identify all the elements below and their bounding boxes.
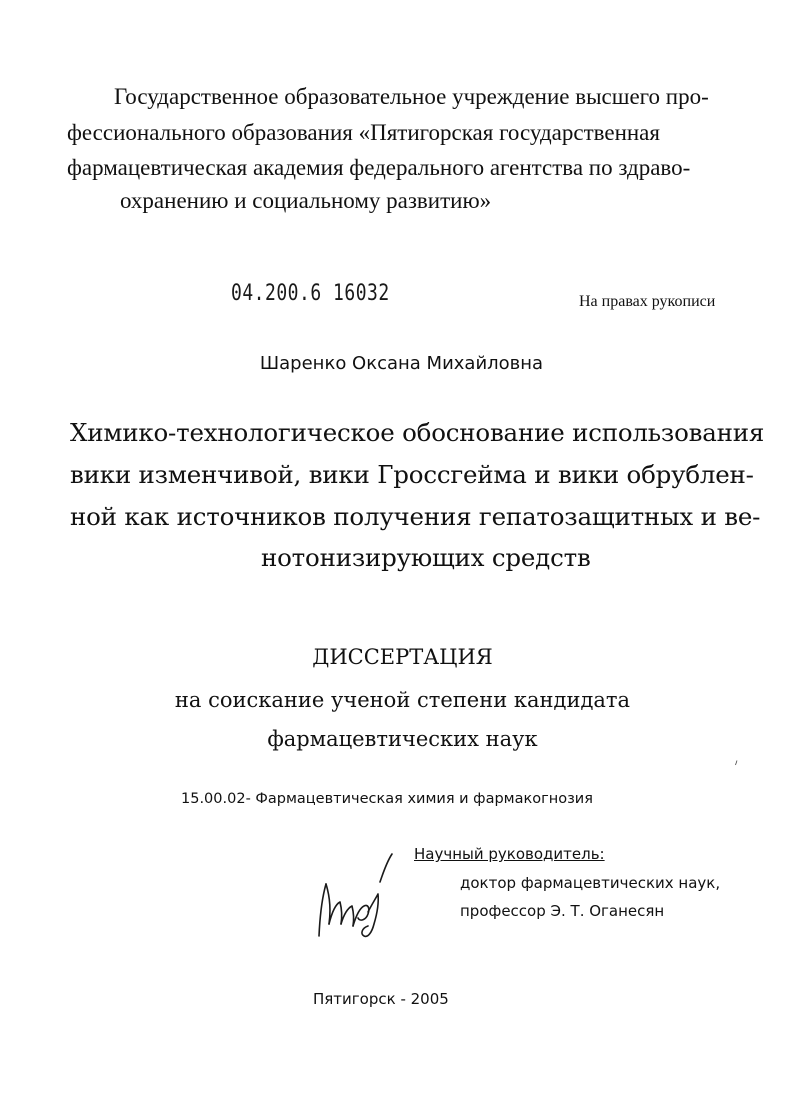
institution-line-2: фессионального образования «Пятигорская государственная <box>67 120 660 145</box>
degree-field: фармацевтических наук <box>267 727 538 751</box>
thesis-title-line-1: Химико-технологическое обоснование использования <box>70 418 765 447</box>
supervisor-signature <box>312 852 402 944</box>
registry-stamp-number: 04.200.6 16032 <box>231 280 390 307</box>
institution-line-4: охранению и социальному развитию» <box>120 188 492 213</box>
degree-sought: на соискание ученой степени кандидата <box>174 688 631 712</box>
specialty-code: 15.00.02- Фармацевтическая химия и фармакогнозия <box>181 791 593 807</box>
author-name: Шаренко Оксана Михайловна <box>259 353 544 374</box>
manuscript-rights-note: На правах рукописи <box>579 293 716 310</box>
institution-line-3: фармацевтическая академия федерального агентства по здраво- <box>67 155 691 180</box>
supervisor-name: профессор Э. Т. Оганесян <box>460 902 665 920</box>
supervisor-degree: доктор фармацевтических наук, <box>460 874 721 892</box>
institution-line-1: Государственное образовательное учреждение высшего про- <box>114 84 709 109</box>
document-type-heading: ДИССЕРТАЦИЯ <box>312 645 493 669</box>
thesis-title-line-3: ной как источников получения гепатозащитных и ве- <box>70 502 761 531</box>
stray-pen-mark <box>733 760 739 766</box>
thesis-title-line-2: вики изменчивой, вики Гроссгейма и вики обрублен- <box>70 460 754 489</box>
supervisor-label: Научный руководитель: <box>414 845 605 863</box>
thesis-title-line-4: нотонизирующих средств <box>261 543 591 572</box>
city-and-year: Пятигорск - 2005 <box>313 990 449 1008</box>
